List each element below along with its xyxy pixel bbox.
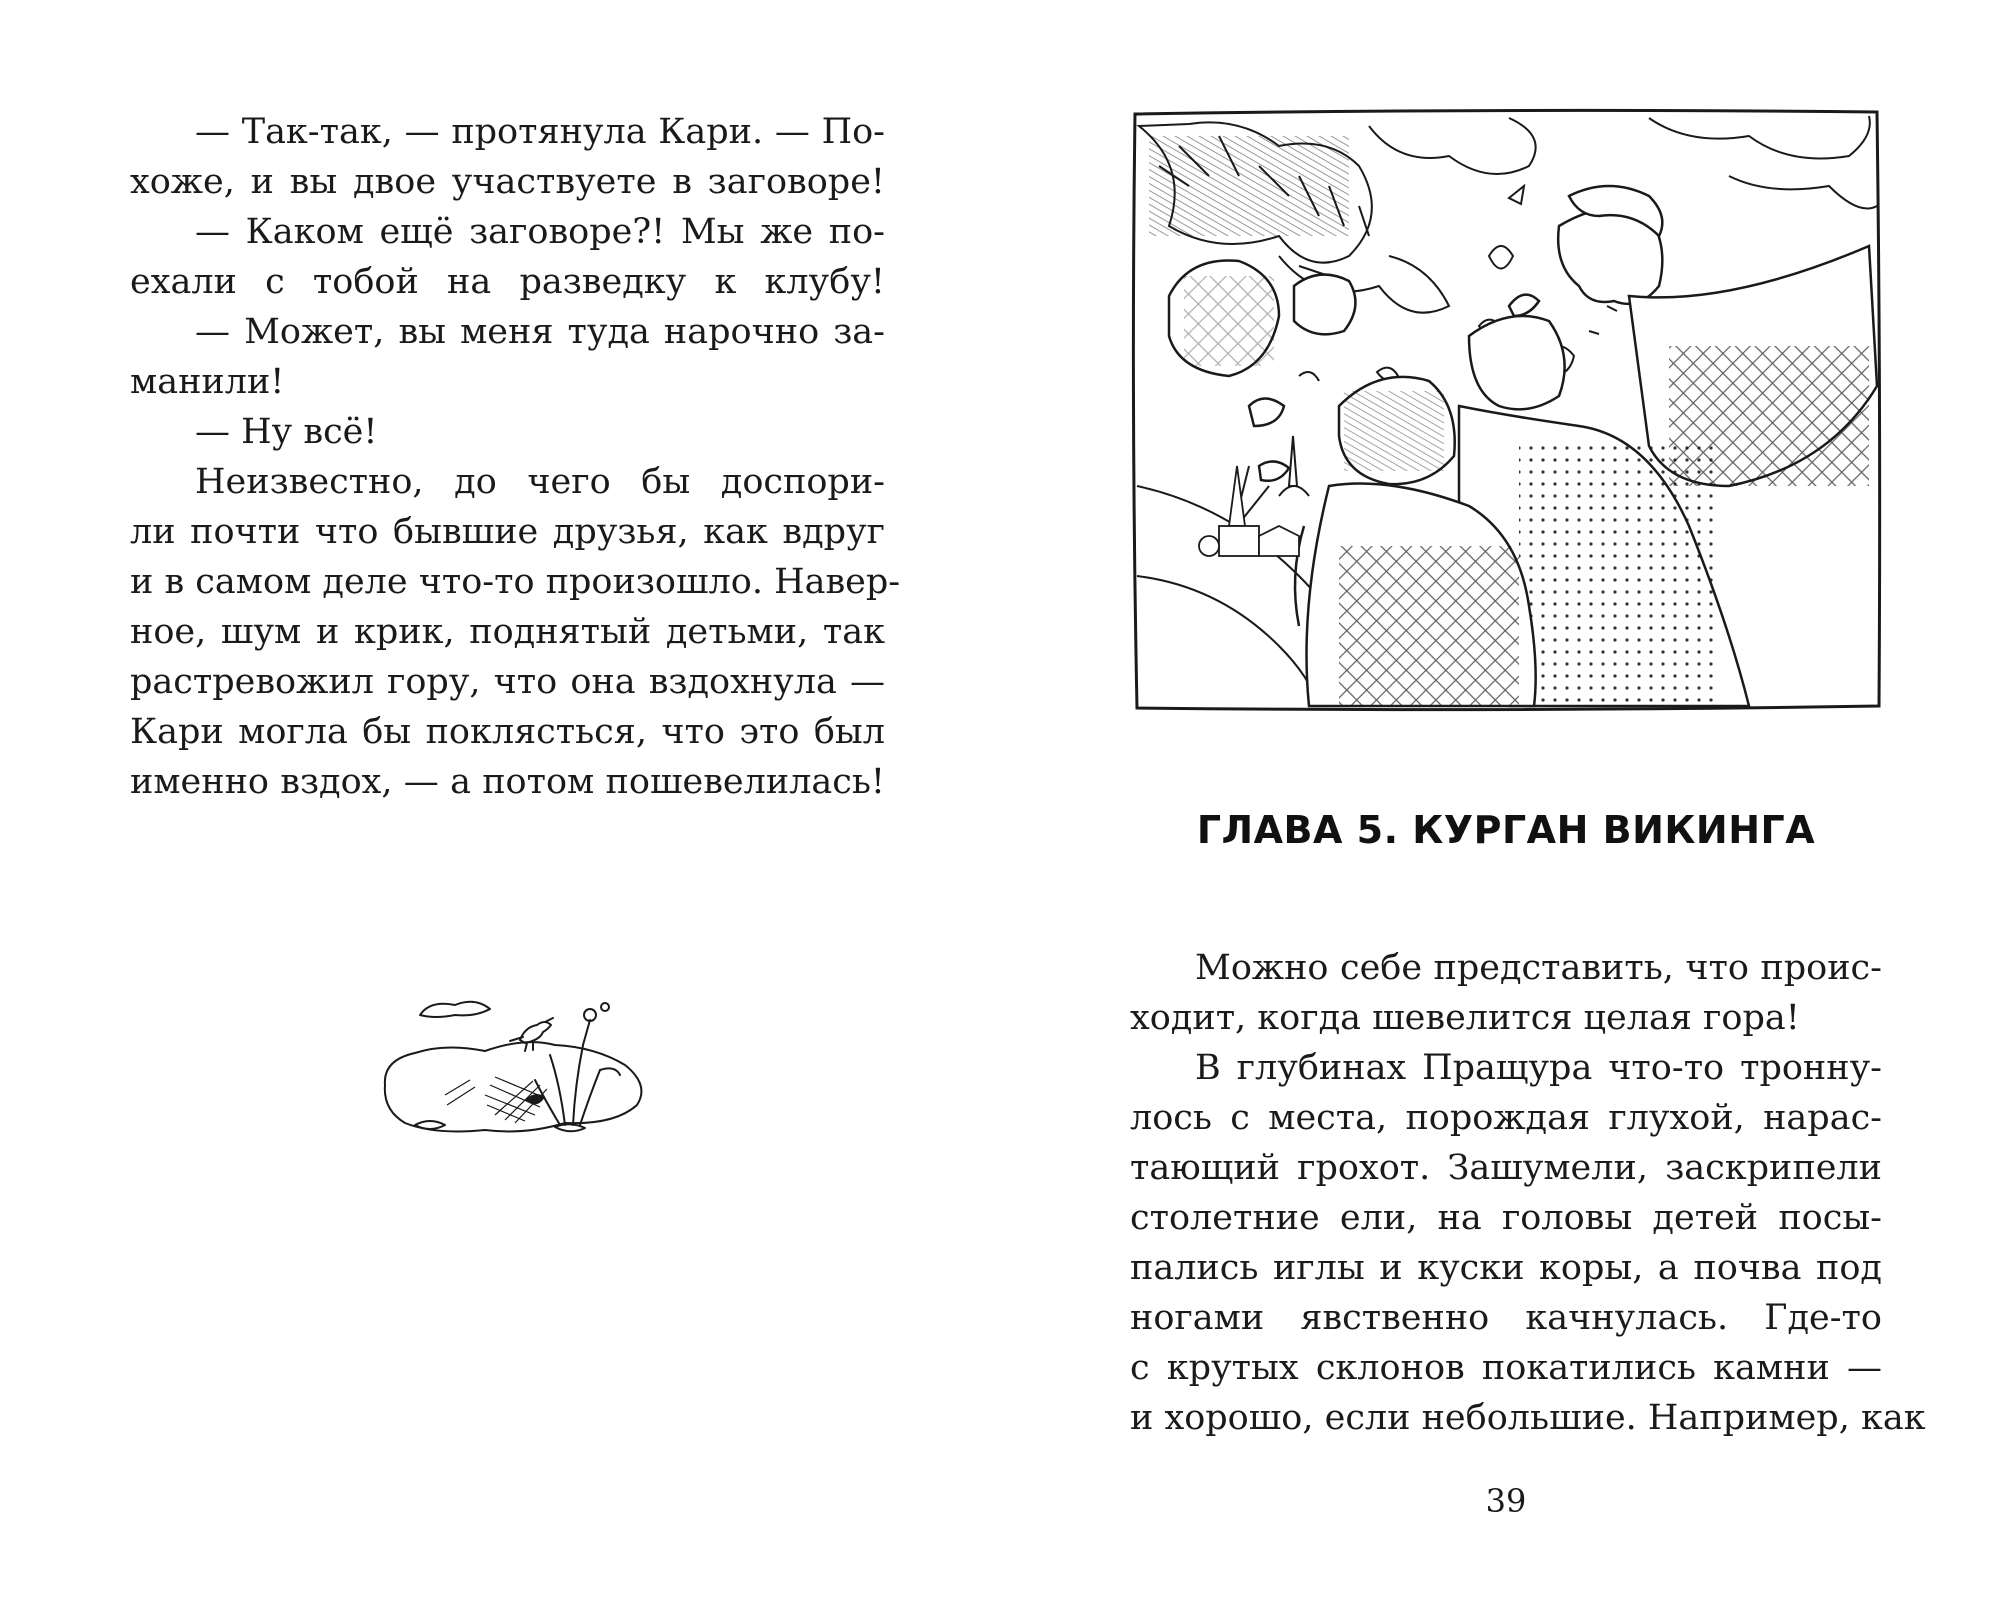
page-number: 39 — [1485, 1482, 1527, 1520]
text-line: Неизвестно, до чего бы доспори- — [195, 462, 885, 502]
text-line: ное, шум и крик, поднятый детьми, так — [130, 612, 885, 652]
rock-bird-vignette — [375, 985, 675, 1145]
text-line: В глубинах Пращура что-то тронну- — [1195, 1048, 1882, 1088]
text-line: лось с места, порождая глухой, нарас- — [1130, 1098, 1882, 1138]
text-line: именно вздох, — а потом пошевелилась! — [130, 762, 885, 802]
text-line: хоже, и вы двое участвуете в заговоре! — [130, 162, 885, 202]
text-line: и в самом деле что-то произошло. Навер- — [130, 562, 901, 602]
text-line: пались иглы и куски коры, а почва под — [1130, 1248, 1882, 1288]
text-line: — Ну всё! — [195, 412, 378, 452]
text-line: Кари могла бы поклясться, что это был — [130, 712, 885, 752]
right-page — [1000, 0, 2000, 1600]
text-line: растревожил гору, что она вздохнула — — [130, 662, 885, 702]
text-line: с крутых склонов покатились камни — — [1130, 1348, 1882, 1388]
chapter-illustration — [1129, 106, 1885, 714]
text-line: ходит, когда шевелится целая гора! — [1130, 998, 1800, 1038]
chapter-title: ГЛАВА 5. КУРГАН ВИКИНГА — [1196, 808, 1816, 852]
text-line: тающий грохот. Зашумели, заскрипели — [1130, 1148, 1882, 1188]
text-line: столетние ели, на головы детей посы- — [1130, 1198, 1882, 1238]
text-line: ехали с тобой на разведку к клубу! — [130, 262, 885, 302]
text-line: и хорошо, если небольшие. Например, как — [1130, 1398, 1926, 1438]
text-line: ногами явственно качнулась. Где-то — [1130, 1298, 1882, 1338]
text-line: — Может, вы меня туда нарочно за- — [195, 312, 885, 352]
text-line: манили! — [130, 362, 285, 402]
text-line: Можно себе представить, что проис- — [1195, 948, 1882, 988]
text-line: — Каком ещё заговоре?! Мы же по- — [195, 212, 885, 252]
text-line: ли почти что бывшие друзья, как вдруг — [130, 512, 885, 552]
text-line: — Так-так, — протянула Кари. — По- — [195, 112, 885, 152]
